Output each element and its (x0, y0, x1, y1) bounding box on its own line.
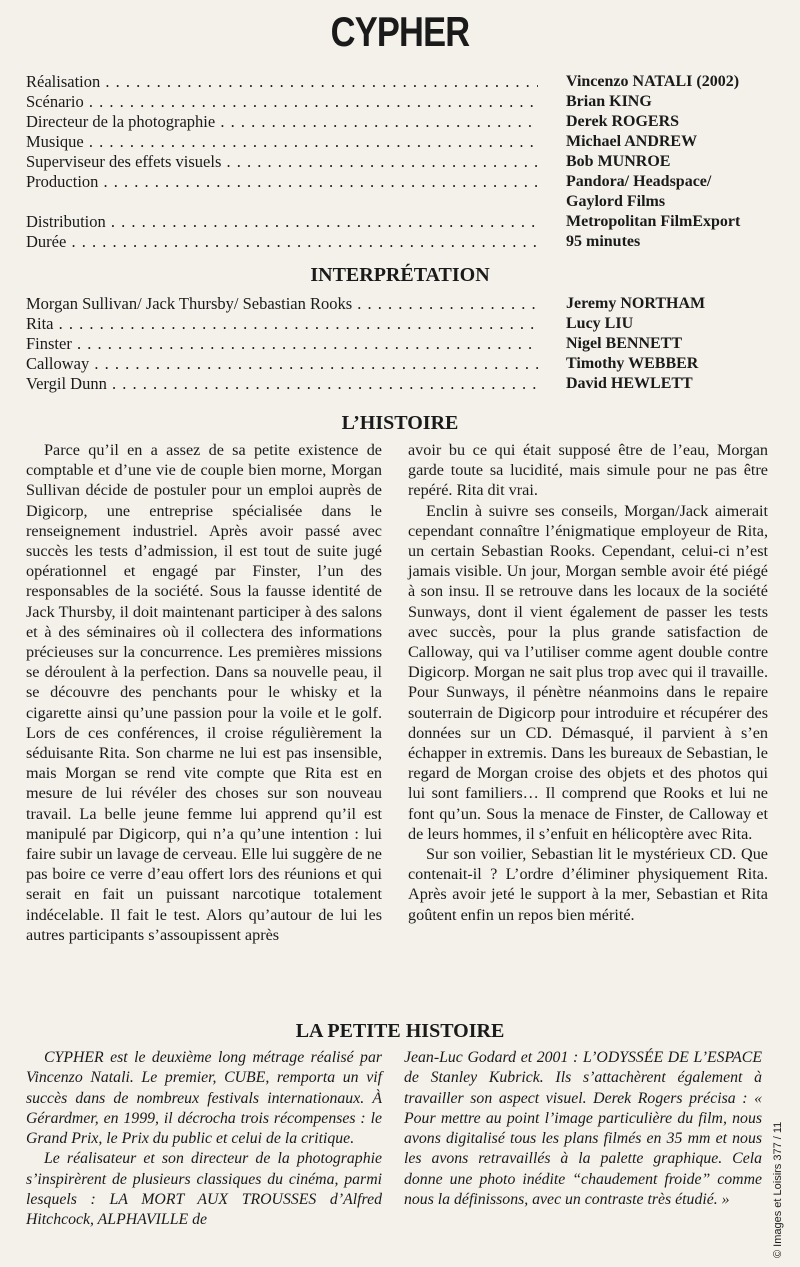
petite-histoire-column-right (404, 1048, 762, 1210)
cast-role: Rita . . . (26, 314, 538, 334)
credit-name: Vincenzo NATALI (2002) (566, 73, 740, 90)
cast-row (26, 354, 776, 374)
credit-name: Michael ANDREW (566, 133, 698, 150)
credit-name: Brian KING (566, 93, 652, 110)
credit-role: Musique . . . (26, 132, 538, 152)
credit-role: Scénario . . . (26, 92, 538, 112)
cast-name: Timothy WEBBER (566, 355, 699, 372)
credit-name: Metropolitan FilmExport (566, 213, 741, 230)
cast-role: Calloway . . . (26, 354, 538, 374)
credit-row (26, 152, 776, 172)
credit-row (26, 112, 776, 132)
cast-name: Lucy LIU (566, 315, 634, 332)
copyright-notice: © Images et Loisirs 377 / 11 (772, 1121, 784, 1258)
cast-name: Nigel BENNETT (566, 335, 683, 352)
cast-row (26, 334, 776, 354)
credit-name: Pandora/ Headspace/ (566, 173, 712, 190)
cast-role: Vergil Dunn . . . (26, 374, 538, 394)
credit-row-continued (26, 192, 776, 212)
credit-role: Distribution . . . (26, 212, 538, 232)
histoire-paragraph: Parce qu’il en a assez de sa petite existence de comptable et d’une vie de couple bien morne, Morgan Sullivan décide de postuler pour un emploi auprès de Digicorp, une entreprise spécialisée dans le renseignement industriel. Après avoir passé avec succès les tests d’admission, il est tout de suite jugé opérationnel et engagé par Finster, l’un des responsables de la société. Sous la fausse identité de Jack Thursby, il doit maintenant participer à des salons et à des séminaires où il collectera des informations précieuses sur la concurrence. Les premières missions se déroulent à la perfection. Dans sa nouvelle peau, il se découvre des penchants pour le whisky et la cigarette ainsi qu’une passion pour la voile et le golf. Lors de ces conférences, il croise régulièrement la séduisante Rita. Son charme ne lui est pas insensible, mais Morgan se rend vite compte que Rita est en mesure de lui révéler des choses sur son nouveau travail. La belle jeune femme lui apprend qu’il est manipulé par Digicorp, qui n’a qu’une intention : lui faire subir un lavage de cerveau. Elle lui suggère de ne pas boire ce verre d’eau offert lors des réunions et qui serait en fait un puissant narcotique totalement indécelable. Il fait le test. Alors qu’autour de lui les autres participants s’assoupissent après (26, 441, 382, 944)
credit-row (26, 72, 776, 92)
credit-row (26, 212, 776, 232)
cast-name: David HEWLETT (566, 375, 693, 392)
credit-name: 95 minutes (566, 233, 641, 250)
cast-row (26, 374, 776, 394)
credit-name: Derek ROGERS (566, 113, 680, 130)
cast-row (26, 314, 776, 334)
credit-role: Durée . . . (26, 232, 538, 252)
page-title: CYPHER (330, 8, 470, 55)
histoire-column-right (408, 440, 768, 925)
credit-row (26, 232, 776, 252)
cast-role: Finster . . . (26, 334, 538, 354)
credits-list (26, 72, 776, 252)
petite-histoire-heading: LA PETITE HISTOIRE (295, 1020, 505, 1042)
credit-role: Directeur de la photographie . . . (26, 112, 538, 132)
credit-role: Superviseur des effets visuels . . . (26, 152, 538, 172)
cast-list (26, 294, 776, 394)
petite-histoire-paragraph: Le réalisateur et son directeur de la photographie s’inspirèrent de plusieurs classiques du cinéma, parmi lesquels : LA MORT AUX TROUSSES d’Alfred Hitchcock, ALPHAVILLE de (26, 1150, 382, 1229)
histoire-paragraph: Sur son voilier, Sebastian lit le mystérieux CD. Que contenait-il ? L’ordre d’éliminer physiquement Rita. Après avoir jeté le support à la mer, Sebastian et Rita goûtent enfin un repos bien mérité. (408, 845, 768, 924)
histoire-heading: L’HISTOIRE (341, 412, 459, 434)
petite-histoire-paragraph: Jean-Luc Godard et 2001 : L’ODYSSÉE DE L’ESPACE de Stanley Kubrick. Ils s’attachèrent également à travailler son aspect visuel. Derek Rogers précisa : « Pour mettre au point l’image particulière du film, nous avons digitalisé tous les plans filmés en 35 mm et nous les avons retravaillés à la palette graphique. Cela donne une photo inédite “chaudement froide” comme nous la définissons, avec un contraste très étudié. » (404, 1049, 762, 1209)
petite-histoire-column-left (26, 1048, 382, 1231)
cast-name: Jeremy NORTHAM (566, 295, 706, 312)
petite-histoire-paragraph: CYPHER est le deuxième long métrage réalisé par Vincenzo Natali. Le premier, CUBE, remporta un vif succès dans de nombreux festivals internationaux. À Gérardmer, en 1999, il décrocha trois récompenses : le Grand Prix, le Prix du public et celui de la critique. (26, 1049, 382, 1148)
interpretation-heading: INTERPRÉTATION (310, 264, 490, 286)
credit-row (26, 92, 776, 112)
credit-role: Réalisation . . . (26, 72, 538, 92)
credit-row (26, 172, 776, 192)
credit-name: Gaylord Films (566, 193, 666, 210)
histoire-column-left (26, 440, 382, 945)
credit-name: Bob MUNROE (566, 153, 671, 170)
credit-role: Production . . . (26, 172, 538, 192)
histoire-paragraph: Enclin à suivre ses conseils, Morgan/Jack aimerait cependant connaître l’énigmatique employeur de Rita, un certain Sebastian Rooks. Cependant, celui-ci n’est jamais visible. Un jour, Morgan semble avoir été piégé à son insu. Il se retrouve dans les locaux de la société Sunways, dont il vient également de passer les tests avec succès, pour la plus grande satisfaction de Calloway, qui va l’utiliser comme agent double contre Digicorp. Morgan ne sait plus trop avec qui il travaille. Pour Sunways, il pénètre néanmoins dans le repaire souterrain de Digicorp pour introduire et récupérer des données sur un CD. Démasqué, il parvient à s’en échapper in extremis. Dans les bureaux de Sebastian, le regard de Morgan croise des objets et des photos qui lui sont familiers… Il comprend que Rooks et lui ne font qu’un. Sous la menace de Finster, de Calloway et de leurs hommes, il s’enfuit en hélicoptère avec Rita. (408, 501, 768, 843)
histoire-paragraph: avoir bu ce qui était supposé être de l’eau, Morgan garde toute sa lucidité, mais simule pour ne pas être repéré. Rita dit vrai. (408, 441, 768, 500)
cast-row (26, 294, 776, 314)
cast-role: Morgan Sullivan/ Jack Thursby/ Sebastian Rooks . . . (26, 294, 538, 314)
credit-row (26, 132, 776, 152)
